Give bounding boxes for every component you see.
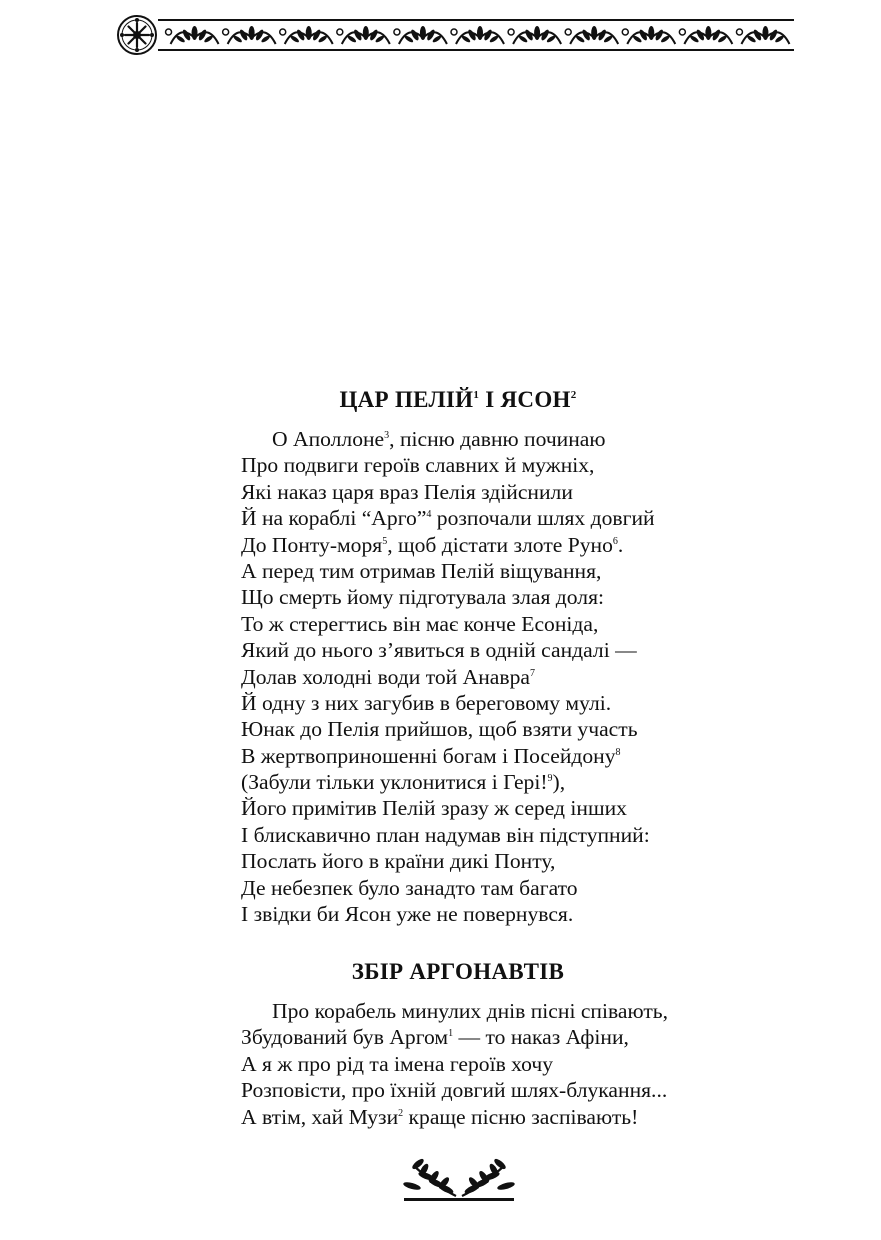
poem-line xyxy=(241,1051,801,1077)
line-text: То ж стерегтись він має конче Есоніда, xyxy=(241,611,599,636)
line-text: Й на кораблі “Арго” xyxy=(241,506,427,531)
palmette-motif-icon xyxy=(394,26,447,44)
footnote-marker: 2 xyxy=(398,1107,404,1119)
poem-line xyxy=(241,1104,801,1130)
palmette-motif-icon xyxy=(736,26,789,44)
line-text: Який до нього з’явиться в одній сандалі — xyxy=(241,638,637,663)
line-text: Розповісти, про їхній довгий шлях-блукання... xyxy=(241,1078,668,1103)
palmette-motif-icon xyxy=(223,26,276,44)
line-text: О Аполлоне xyxy=(272,427,385,451)
palmette-motif-icon xyxy=(679,26,732,44)
poem-line xyxy=(241,769,801,795)
footnote-marker: 1 xyxy=(473,389,480,401)
poem-line xyxy=(241,690,801,716)
line-text: В жертвоприношенні богам і Посейдону xyxy=(241,743,616,768)
footnote-marker: 4 xyxy=(426,509,432,521)
line-text: Що смерть йому підготувала злая доля: xyxy=(241,585,605,610)
line-text: ), xyxy=(552,770,566,795)
palmette-motif-icon xyxy=(451,26,504,44)
title-text: І ЯСОН xyxy=(479,387,571,412)
footnote-marker: 8 xyxy=(615,746,621,758)
poem-line xyxy=(241,664,801,690)
poem-line xyxy=(241,998,801,1024)
ornament-border xyxy=(116,14,796,56)
rosette-icon xyxy=(118,16,156,54)
line-text: Збудований був Аргом xyxy=(241,1025,449,1050)
line-text: І звідки би Ясон уже не повернувся. xyxy=(241,902,574,927)
line-text: Юнак до Пелія прийшов, щоб взяти участь xyxy=(241,717,638,742)
line-text: Його примітив Пелій зразу ж серед інших xyxy=(241,796,627,821)
footnote-marker: 1 xyxy=(448,1028,454,1040)
poem-line xyxy=(241,584,801,610)
poem-line xyxy=(241,795,801,821)
poem-line xyxy=(241,611,801,637)
poem-title-2 xyxy=(200,958,716,986)
footnote-marker: 6 xyxy=(612,535,618,547)
poem-line xyxy=(241,1024,801,1050)
poem-line xyxy=(241,822,801,848)
line-text: Й одну з них загубив в береговому мулі. xyxy=(241,690,612,715)
line-text: Які наказ царя враз Пелія здійснили xyxy=(241,479,573,504)
footnote-marker: 2 xyxy=(570,389,577,401)
palmette-motif-icon xyxy=(565,26,618,44)
line-text: , щоб дістати злоте Руно xyxy=(387,532,613,557)
line-text: Про подвиги героїв славних й мужніх, xyxy=(241,453,595,478)
poem-line xyxy=(241,848,801,874)
line-text: До Понту-моря xyxy=(241,532,383,557)
poem-line xyxy=(241,426,801,452)
poem-line xyxy=(241,716,801,742)
line-text: краще пісню заспівають! xyxy=(403,1104,639,1129)
poem-line xyxy=(241,452,801,478)
poem-line xyxy=(241,901,801,927)
palmette-motif-icon xyxy=(508,26,561,44)
line-text: І блискавично план надумав він підступний: xyxy=(241,822,650,847)
palmette-motif-icon xyxy=(280,26,333,44)
poem-line xyxy=(241,558,801,584)
poem-line xyxy=(241,479,801,505)
footnote-marker: 3 xyxy=(384,430,390,441)
title-text: ЗБІР АРГОНАВТІВ xyxy=(351,959,565,984)
line-text: Де небезпек було занадто там багато xyxy=(241,875,578,900)
line-text: Про корабель минулих днів пісні співають, xyxy=(272,999,669,1023)
palmette-motif-icon xyxy=(337,26,390,44)
poem-line xyxy=(241,743,801,769)
poem-line xyxy=(241,1077,801,1103)
poem-stanza-1 xyxy=(241,426,801,927)
palmette-motif-icon xyxy=(166,26,219,44)
poem-line xyxy=(241,875,801,901)
footnote-marker: 5 xyxy=(382,535,388,547)
line-text: . xyxy=(617,532,624,557)
footnote-marker: 7 xyxy=(529,667,535,679)
poem-stanza-2 xyxy=(241,998,801,1130)
poem-line xyxy=(241,637,801,663)
line-text: Долав холодні води той Анавра xyxy=(241,664,530,689)
line-text: , пісню давню починаю xyxy=(389,427,606,451)
poem-line xyxy=(241,532,801,558)
line-text: (Забули тільки уклонитися і Гері! xyxy=(241,770,548,795)
palmette-motif-icon xyxy=(622,26,675,44)
line-text: Послать його в країни дикі Понту, xyxy=(241,849,556,874)
line-text: — то наказ Афіни, xyxy=(453,1025,629,1050)
title-text: ЦАР ПЕЛІЙ xyxy=(339,387,474,412)
line-text: А перед тим отримав Пелій віщування, xyxy=(241,558,602,583)
laurel-branches-icon xyxy=(396,1156,522,1202)
poem-line xyxy=(241,505,801,531)
line-text: А втім, хай Музи xyxy=(241,1104,399,1129)
line-text: розпочали шлях довгий xyxy=(431,506,655,531)
poem-title-1 xyxy=(200,386,716,414)
footnote-marker: 9 xyxy=(547,773,553,785)
line-text: А я ж про рід та імена героїв хочу xyxy=(241,1051,554,1076)
